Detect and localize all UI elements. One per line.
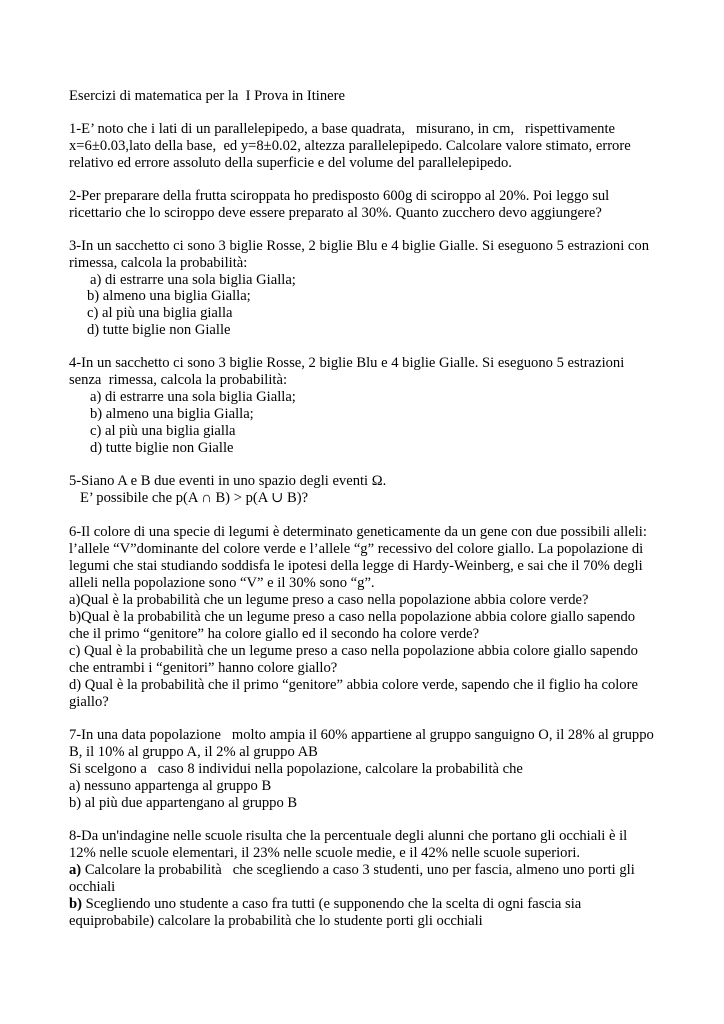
exercise-8-part-a xyxy=(69,862,635,879)
exercise-4-item: c) al più una biglia gialla xyxy=(90,423,236,439)
exercise-2-line: 2-Per preparare della frutta sciroppata ho predisposto 600g di sciroppo al 20%. Poi leggo sul xyxy=(69,188,610,204)
exercise-7-line: Si scelgono a caso 8 individui nella popolazione, calcolare la probabilità che xyxy=(69,761,523,777)
exercise-6-line: che il primo “genitore” ha colore giallo ed il secondo ha colore verde? xyxy=(69,626,480,642)
exercise-7-line: B, il 10% al gruppo A, il 2% al gruppo AB xyxy=(69,744,318,760)
exercise-3-item: d) tutte biglie non Gialle xyxy=(87,322,231,338)
exercise-3-line: rimessa, calcola la probabilità: xyxy=(69,255,248,271)
exercise-1-line: x=6±0.03,lato della base, ed y=8±0.02, altezza parallelepipedo. Calcolare valore stimato, errore xyxy=(69,138,631,154)
exercise-4-item: a) di estrarre una sola biglia Gialla; xyxy=(90,389,296,405)
exercise-6-line: legumi che stai studiando soddisfa le ipotesi della legge di Hardy-Weinberg, e sai che il 70% degli xyxy=(69,558,643,574)
exercise-8-line: occhiali xyxy=(69,879,116,895)
exercise-7-line: 7-In una data popolazione molto ampia il 60% appartiene al gruppo sanguigno O, il 28% al gruppo xyxy=(69,727,654,743)
exercise-5-line: 5-Siano A e B due eventi in uno spazio degli eventi Ω. xyxy=(69,473,387,489)
exercise-6-line: che entrambi i “genitori” hanno colore giallo? xyxy=(69,660,338,676)
exercise-7-line: b) al più due appartengano al gruppo B xyxy=(69,795,298,811)
exercise-1-line: relativo ed errore assoluto della superficie e del volume del parallelepipedo. xyxy=(69,155,512,171)
exercise-3-item: c) al più una biglia gialla xyxy=(87,305,233,321)
exercise-6-line: b)Qual è la probabilità che un legume preso a caso nella popolazione abbia colore giallo sapendo xyxy=(69,609,636,625)
exercise-4-line: senza rimessa, calcola la probabilità: xyxy=(69,372,288,388)
exercise-3-item: b) almeno una biglia Gialla; xyxy=(87,288,251,304)
exercise-4-item: b) almeno una biglia Gialla; xyxy=(90,406,254,422)
exercise-4-item: d) tutte biglie non Gialle xyxy=(90,440,234,456)
exercise-2-line: ricettario che lo sciroppo deve essere preparato al 30%. Quanto zucchero devo aggiungere? xyxy=(69,205,602,221)
exercise-4-line: 4-In un sacchetto ci sono 3 biglie Rosse, 2 biglie Blu e 4 biglie Gialle. Si eseguono 5 estrazioni xyxy=(69,355,625,371)
exercise-1-line: 1-E’ noto che i lati di un parallelepipedo, a base quadrata, misurano, in cm, rispettivamente xyxy=(69,121,616,137)
exercise-8-line: 12% nelle scuole elementari, il 23% nelle scuole medie, e il 42% nelle scuole superiori. xyxy=(69,845,581,861)
exercise-6-line: c) Qual è la probabilità che un legume preso a caso nella popolazione abbia colore giallo sapendo xyxy=(69,643,638,659)
part-a-label: a) xyxy=(69,862,82,878)
exercise-3-item: a) di estrarre una sola biglia Gialla; xyxy=(90,272,296,288)
part-a-text: Calcolare la probabilità che scegliendo a caso 3 studenti, uno per fascia, almeno uno porti gli xyxy=(81,862,635,878)
part-b-label: b) xyxy=(69,896,82,912)
exercise-6-line: d) Qual è la probabilità che il primo “genitore” abbia colore verde, sapendo che il figlio ha colore xyxy=(69,677,638,693)
exercise-8-line: equiprobabile) calcolare la probabilità che lo studente porti gli occhiali xyxy=(69,913,483,929)
exercise-6-line: alleli nella popolazione sono “V” e il 30% sono “g”. xyxy=(69,575,375,591)
exercise-8-line: 8-Da un'indagine nelle scuole risulta che la percentuale degli alunni che portano gli occhiali è il xyxy=(69,828,628,844)
exercise-5-line: E’ possibile che p(A ∩ B) > p(A ∪ B)? xyxy=(69,490,309,506)
exercise-8-part-b xyxy=(69,896,581,913)
exercise-6-line: 6-Il colore di una specie di legumi è determinato geneticamente da un gene con due possibili alleli: xyxy=(69,524,647,540)
document-title: Esercizi di matematica per la I Prova in Itinere xyxy=(69,88,345,104)
exercise-6-line: l’allele “V”dominante del colore verde e l’allele “g” recessivo del colore giallo. La popolazione di xyxy=(69,541,644,557)
exercise-3-line: 3-In un sacchetto ci sono 3 biglie Rosse, 2 biglie Blu e 4 biglie Gialle. Si eseguono 5 estrazioni con xyxy=(69,238,649,254)
part-b-text: Scegliendo uno studente a caso fra tutti (e supponendo che la scelta di ogni fascia sia xyxy=(81,896,582,912)
exercise-6-line: giallo? xyxy=(69,694,109,710)
exercise-7-line: a) nessuno appartenga al gruppo B xyxy=(69,778,272,794)
exercise-6-line: a)Qual è la probabilità che un legume preso a caso nella popolazione abbia colore verde? xyxy=(69,592,589,608)
